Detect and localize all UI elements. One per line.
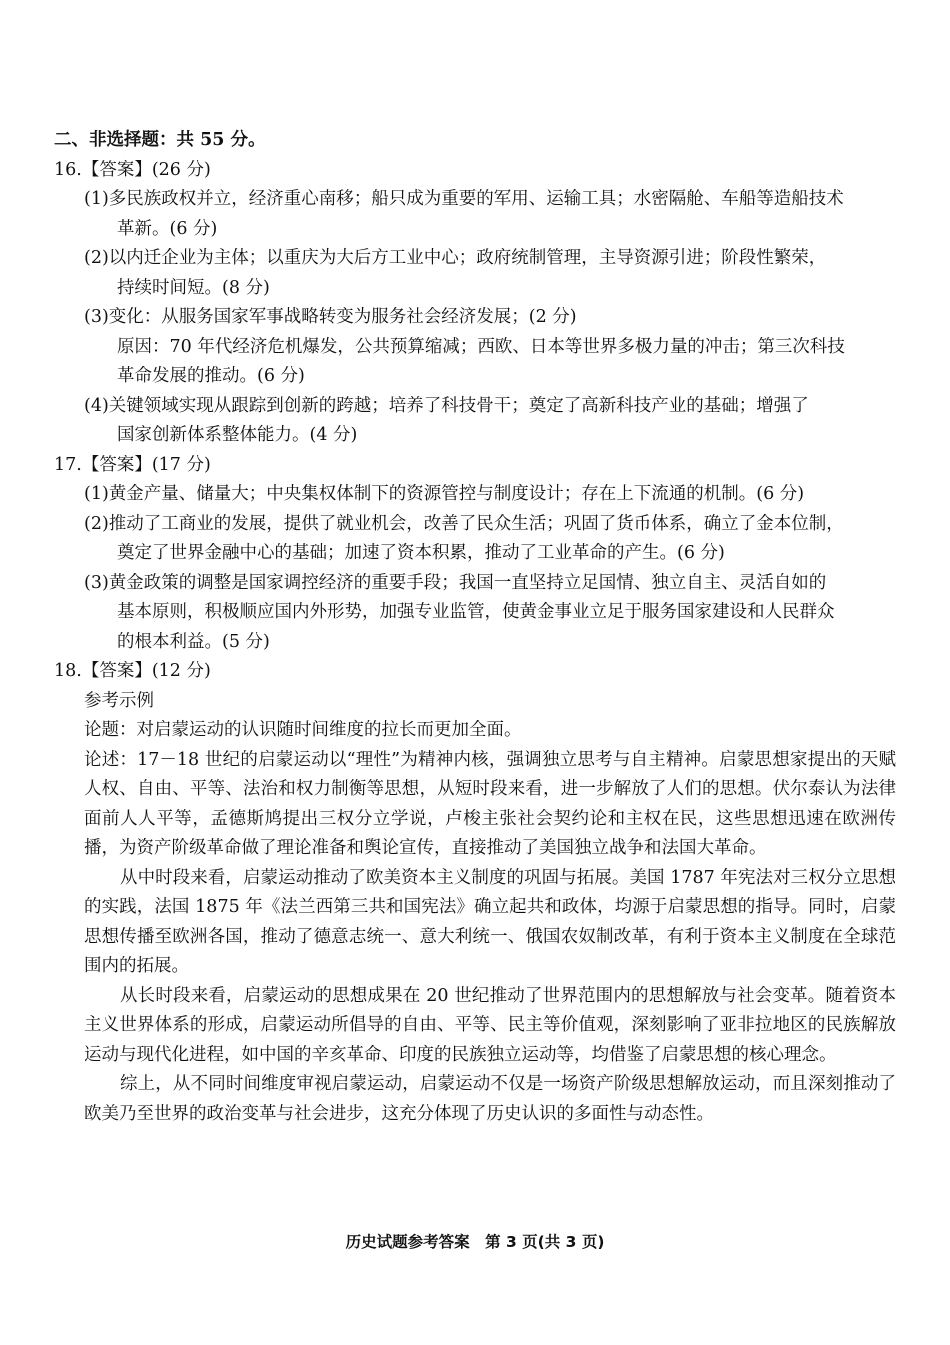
section-heading: 二、非选择题：共 55 分。 bbox=[54, 130, 266, 150]
q18-argument-4: 综上，从不同时间维度审视启蒙运动，启蒙运动不仅是一场资产阶级思想解放运动，而且深刻推动了欧美乃至世界的政治变革与社会进步，这充分体现了历史认识的多面性与动态性。 bbox=[84, 1074, 896, 1124]
q18-example-label: 参考示例 bbox=[84, 690, 154, 711]
q16-part3: (3)变化：从服务国家军事战略转变为服务社会经济发展；(2 分) bbox=[84, 307, 577, 327]
q16-part1: (1)多民族政权并立，经济重心南移；船只成为重要的军用、运输工具；水密隔舱、车船等造船技术 bbox=[84, 189, 844, 209]
q16-part1-cont: 革新。(6 分) bbox=[117, 218, 218, 239]
q17-part2: (2)推动了工商业的发展，提供了就业机会，改善了民众生活；巩固了货币体系，确立了金本位制， bbox=[84, 513, 844, 534]
q17-part3-cont1: 基本原则，积极顺应国内外形势，加强专业监管，使黄金事业立足于服务国家建设和人民群众 bbox=[117, 602, 835, 622]
q16-header: 16.【答案】(26 分) bbox=[54, 159, 211, 180]
q17-part3-cont2: 的根本利益。(5 分) bbox=[117, 631, 270, 652]
answer-content bbox=[54, 126, 896, 1129]
question-18 bbox=[54, 657, 896, 1129]
q16-part4-cont: 国家创新体系整体能力。(4 分) bbox=[117, 425, 358, 445]
q18-argument-1: 论述：17－18 世纪的启蒙运动以“理性”为精神内核，强调独立思考与自主精神。启蒙思想家提出的天赋人权、自由、平等、法治和权力制衡等思想，从短时段来看，进一步解放了人们的思想。伏尔泰认为法律面前人人平等，孟德斯鸠提出三权分立学说，卢梭主张社会契约论和主权在民，这些思想迅速在欧洲传播，为资产阶级革命做了理论准备和舆论宣传，直接推动了美国独立战争和法国大革命。 bbox=[84, 749, 896, 858]
q16-part3-reason-cont: 革命发展的推动。(6 分) bbox=[117, 366, 305, 386]
q17-part2-cont: 奠定了世界金融中心的基础；加速了资本积累，推动了工业革命的产生。(6 分) bbox=[117, 543, 725, 563]
q16-part4: (4)关键领域实现从跟踪到创新的跨越；培养了科技骨干；奠定了高新科技产业的基础；增强了 bbox=[84, 395, 809, 416]
page-footer: 历史试题参考答案 第 3 页(共 3 页) bbox=[345, 1233, 605, 1251]
q17-header: 17.【答案】(17 分) bbox=[54, 454, 211, 475]
q18-argument-3: 从长时段来看，启蒙运动的思想成果在 20 世纪推动了世界范围内的思想解放与社会变革。随着资本主义世界体系的形成，启蒙运动所倡导的自由、平等、民主等价值观，深刻影响了亚非拉地区的民族解放运动与现代化进程，如中国的辛亥革命、印度的民族独立运动等，均借鉴了启蒙思想的核心理念。 bbox=[84, 985, 896, 1065]
q18-thesis: 论题：对启蒙运动的认识随时间维度的拉长而更加全面。 bbox=[84, 720, 522, 740]
q17-part3: (3)黄金政策的调整是国家调控经济的重要手段；我国一直坚持立足国情、独立自主、灵活自如的 bbox=[84, 572, 827, 593]
question-17 bbox=[54, 451, 896, 658]
question-16 bbox=[54, 156, 896, 451]
q18-header: 18.【答案】(12 分) bbox=[54, 661, 211, 681]
q18-argument-2: 从中时段来看，启蒙运动推动了欧美资本主义制度的巩固与拓展。美国 1787 年宪法对三权分立思想的实践，法国 1875 年《法兰西第三共和国宪法》确立起共和政体，均源于启蒙思想的指导。同时，启蒙思想传播至欧洲各国，推动了德意志统一、意大利统一、俄国农奴制改革，有利于资本主义制度在全球范围内的拓展。 bbox=[84, 867, 896, 976]
q16-part2-cont: 持续时间短。(8 分) bbox=[117, 277, 270, 298]
q17-part1: (1)黄金产量、储量大；中央集权体制下的资源管控与制度设计；存在上下流通的机制。(6 分) bbox=[84, 484, 805, 504]
q16-part2: (2)以内迁企业为主体；以重庆为大后方工业中心；政府统制管理，主导资源引进；阶段性繁荣， bbox=[84, 248, 827, 268]
q16-part3-reason: 原因：70 年代经济危机爆发，公共预算缩减；西欧、日本等世界多极力量的冲击；第三次科技 bbox=[117, 336, 845, 357]
